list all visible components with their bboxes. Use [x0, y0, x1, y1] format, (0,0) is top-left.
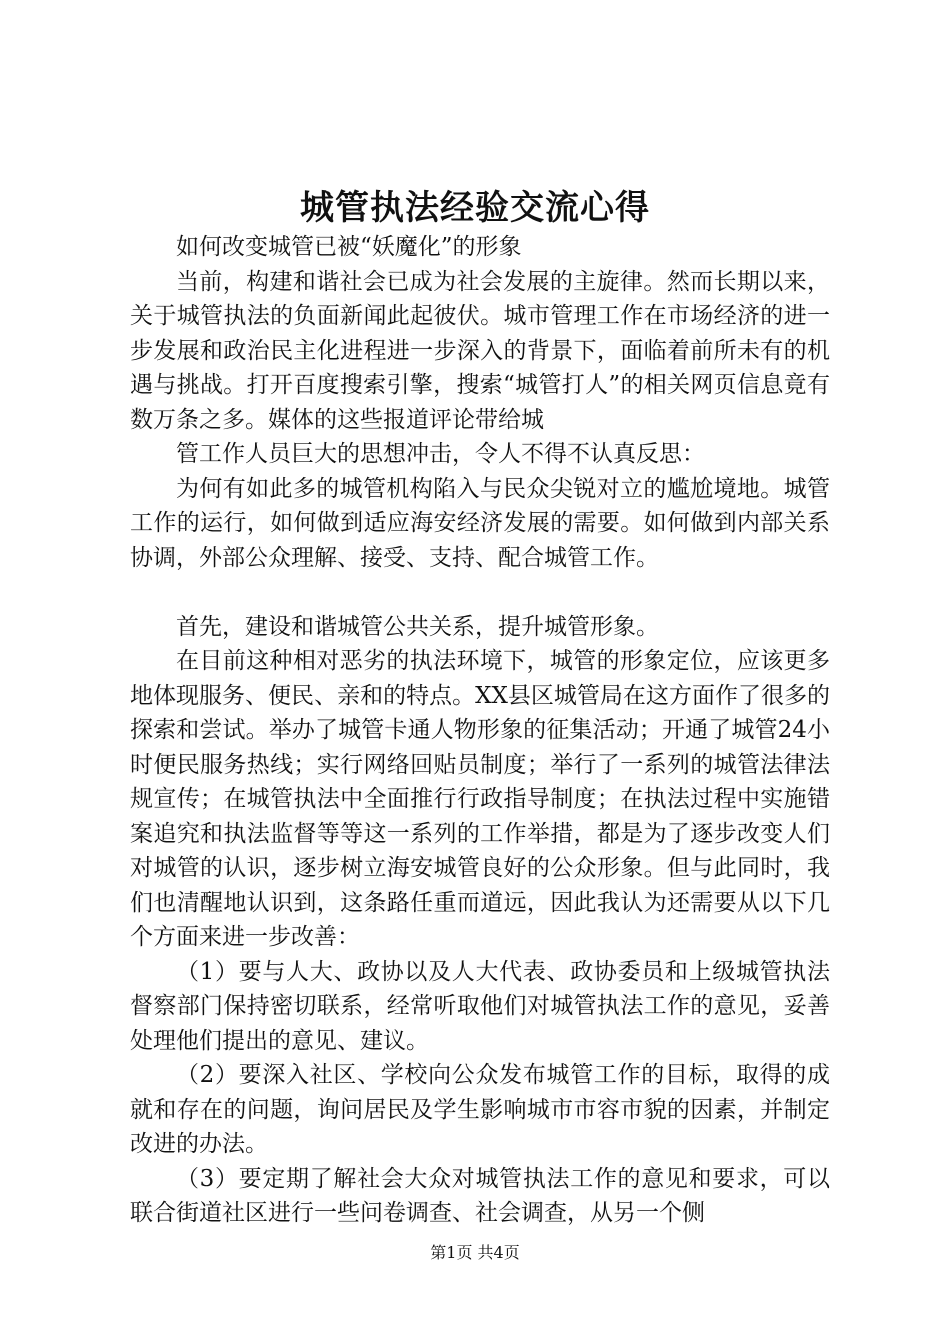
paragraph-reflection: 管工作人员巨大的思想冲击，令人不得不认真反思： [176, 441, 705, 467]
paragraph-subtitle: 如何改变城管已被“妖魔化”的形象 [176, 234, 522, 260]
paragraph-questions: 为何有如此多的城管机构陷入与民众尖锐对立的尴尬境地。城管工作的运行，如何做到适应海安经济发展的需要。如何做到内部关系协调，外部公众理解、接受、支持、配合城管工作。 [130, 475, 830, 571]
paragraph-first-point: 首先，建设和谐城管公共关系，提升城管形象。 [176, 613, 659, 640]
document-body [130, 230, 830, 1231]
paragraph-item-2: （2）要深入社区、学校向公众发布城管工作的目标，取得的成就和存在的问题，询问居民及学生影响城市市容市貌的因素，并制定改进的办法。 [130, 1062, 830, 1157]
page-footer: 第1页 共4页 [430, 1243, 520, 1262]
paragraph-intro: 当前，构建和谐社会已成为社会发展的主旋律。然而长期以来，关于城管执法的负面新闻此起彼伏。城市管理工作在市场经济的进一步发展和政治民主化进程进一步深入的背景下，面临着前所未有的机遇与挑战。打开百度搜索引擎，搜索“城管打人”的相关网页信息竟有数万条之多。媒体的这些报道评论带给城 [130, 268, 830, 433]
paragraph-item-1: （1）要与人大、政协以及人大代表、政协委员和上级城管执法督察部门保持密切联系，经常听取他们对城管执法工作的意见，妥善处理他们提出的意见、建议。 [130, 958, 830, 1054]
document-title: 城管执法经验交流心得 [300, 188, 650, 228]
paragraph-measures: 在目前这种相对恶劣的执法环境下，城管的形象定位，应该更多地体现服务、便民、亲和的特点。XX县区城管局在这方面作了很多的探索和尝试。举办了城管卡通人物形象的征集活动；开通了城管24小时便民服务热线；实行网络回贴员制度；举行了一系列的城管法律法规宣传；在城管执法中全面推行行政指导制度；在执法过程中实施错案追究和执法监督等等这一系列的工作举措，都是为了逐步改变人们对城管的认识，逐步树立海安城管良好的公众形象。但与此同时，我们也清醒地认识到，这条路任重而道远，因此我认为还需要从以下几个方面来进一步改善： [130, 648, 830, 950]
paragraph-spacer [130, 575, 830, 610]
paragraph-item-3: （3）要定期了解社会大众对城管执法工作的意见和要求，可以联合街道社区进行一些问卷调查、社会调查，从另一个侧 [130, 1165, 830, 1226]
